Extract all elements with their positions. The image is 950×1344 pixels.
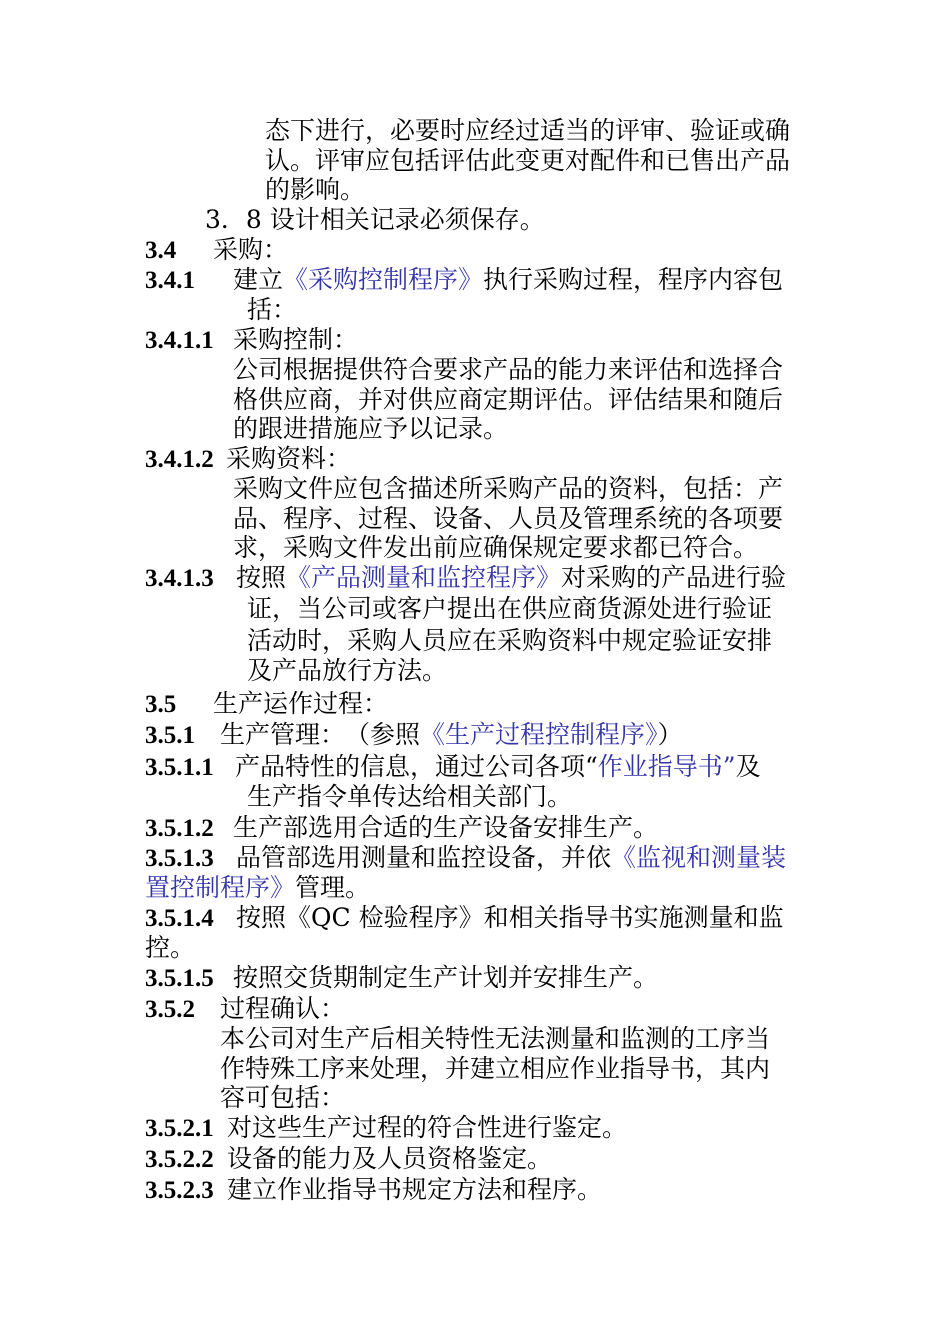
section-text: 对这些生产过程的符合性进行鉴定。 (227, 1113, 628, 1142)
section-number: 3.4.1 (145, 267, 195, 294)
section-3-5-2 (145, 994, 346, 1025)
paragraph-line: 容可包括： (220, 1083, 346, 1112)
section-text: 按照交货期制定生产计划并安排生产。 (233, 963, 659, 992)
section-body (236, 843, 786, 873)
work-instruction-link[interactable]: 作业指导书” (597, 752, 736, 781)
section-3-4-1-1 (145, 325, 359, 356)
section-3-5-1 (145, 720, 683, 751)
text-run: 对采购的产品进行验 (561, 563, 787, 592)
section-3-5-2-2 (145, 1144, 553, 1175)
text-run: 产品特性的信息，通过公司各项“ (235, 752, 598, 781)
section-3-4-1-2 (145, 444, 352, 475)
section-3-5-1-1 (145, 752, 761, 783)
section-title: 采购资料： (226, 444, 352, 473)
section-title: 采购： (213, 235, 289, 264)
procedure-link[interactable]: 《产品测量和监控程序》 (286, 563, 562, 592)
section-3-5-1-4 (145, 903, 784, 934)
section-number: 3.4.1.2 (145, 446, 214, 473)
paragraph-line: 求，采购文件发出前应确保规定要求都已符合。 (233, 533, 759, 562)
section-number: 3.5.1 (145, 722, 195, 749)
paragraph-line: 认。评审应包括评估此变更对配件和已售出产品 (265, 146, 791, 175)
section-3-4-1-3 (145, 563, 787, 594)
paragraph-line: 活动时，采购人员应在采购资料中规定验证安排 (247, 626, 773, 655)
section-3-5-2-1 (145, 1113, 628, 1144)
paragraph-line: 证，当公司或客户提出在供应商货源处进行验证 (247, 594, 773, 623)
text-run: 建立 (233, 265, 284, 294)
section-body (233, 265, 783, 295)
section-title: 生产运作过程： (213, 689, 389, 718)
section-number: 3.5.2.3 (145, 1177, 214, 1204)
paragraph-line (145, 873, 370, 903)
text-run: 品管部选用测量和监控设备，并依 (236, 843, 612, 872)
section-number: 3.5.1.1 (145, 754, 214, 781)
paragraph-line: 控。 (145, 933, 196, 962)
section-number: 3.4 (145, 237, 177, 264)
text-run: 管理。 (295, 873, 371, 902)
section-number: 3.5.2.2 (145, 1146, 214, 1173)
paragraph-line: 生产指令单传达给相关部门。 (247, 782, 573, 811)
paragraph-line: 的影响。 (265, 175, 366, 204)
section-body (236, 563, 786, 593)
procedure-link[interactable]: 《采购控制程序》 (283, 265, 484, 294)
paragraph-line: 格供应商，并对供应商定期评估。评估结果和随后 (233, 385, 784, 414)
text-run: ） (657, 720, 683, 749)
section-text: 设备的能力及人员资格鉴定。 (227, 1144, 553, 1173)
paragraph-line: 品、程序、过程、设备、人员及管理系统的各项要 (233, 504, 784, 533)
section-3-5-1-5 (145, 963, 659, 994)
procedure-link-continued[interactable]: 置控制程序》 (145, 873, 296, 902)
section-text: 建立作业指导书规定方法和程序。 (227, 1175, 603, 1204)
procedure-link[interactable]: 《生产过程控制程序》 (420, 720, 658, 749)
section-title: 过程确认： (220, 994, 346, 1023)
paragraph-line: 的跟进措施应予以记录。 (233, 414, 509, 443)
section-number: 3.5.1.4 (145, 905, 214, 932)
paragraph-line: 3．8 设计相关记录必须保存。 (205, 205, 545, 234)
section-number: 3.4.1.1 (145, 327, 214, 354)
section-number: 3.5.1.3 (145, 845, 214, 872)
section-text: 按照《QC 检验程序》和相关指导书实施测量和监 (236, 903, 784, 932)
section-number: 3.5.1.2 (145, 815, 214, 842)
section-3-5-1-2 (145, 813, 659, 844)
section-number: 3.5 (145, 691, 177, 718)
section-number: 3.5.2.1 (145, 1115, 214, 1142)
paragraph-line: 本公司对生产后相关特性无法测量和监测的工序当 (220, 1024, 771, 1053)
text-run: 生产管理： （参照 (220, 720, 421, 749)
section-number: 3.4.1.3 (145, 565, 214, 592)
procedure-link[interactable]: 《监视和测量装 (611, 843, 787, 872)
paragraph-line: 作特殊工序来处理，并建立相应作业指导书，其内 (220, 1054, 771, 1083)
section-3-5-2-3 (145, 1175, 603, 1206)
paragraph-line: 括： (247, 295, 298, 324)
section-heading-3-5 (145, 689, 389, 720)
section-3-5-1-3 (145, 843, 787, 874)
text-run: 及 (735, 752, 761, 781)
paragraph-line: 态下进行，必要时应经过适当的评审、验证或确 (265, 116, 791, 145)
text-run: 执行采购过程，程序内容包 (483, 265, 784, 294)
section-body (235, 752, 761, 782)
section-body (220, 720, 683, 750)
section-text: 生产部选用合适的生产设备安排生产。 (233, 813, 659, 842)
paragraph-line: 采购文件应包含描述所采购产品的资料，包括：产 (233, 474, 784, 503)
text-run: 按照 (236, 563, 287, 592)
section-3-4-1 (145, 265, 784, 296)
section-heading-3-4 (145, 235, 289, 266)
section-number: 3.5.1.5 (145, 965, 214, 992)
section-title: 采购控制： (233, 325, 359, 354)
paragraph-line: 及产品放行方法。 (247, 656, 448, 685)
section-number: 3.5.2 (145, 996, 195, 1023)
paragraph-line: 公司根据提供符合要求产品的能力来评估和选择合 (233, 355, 784, 384)
